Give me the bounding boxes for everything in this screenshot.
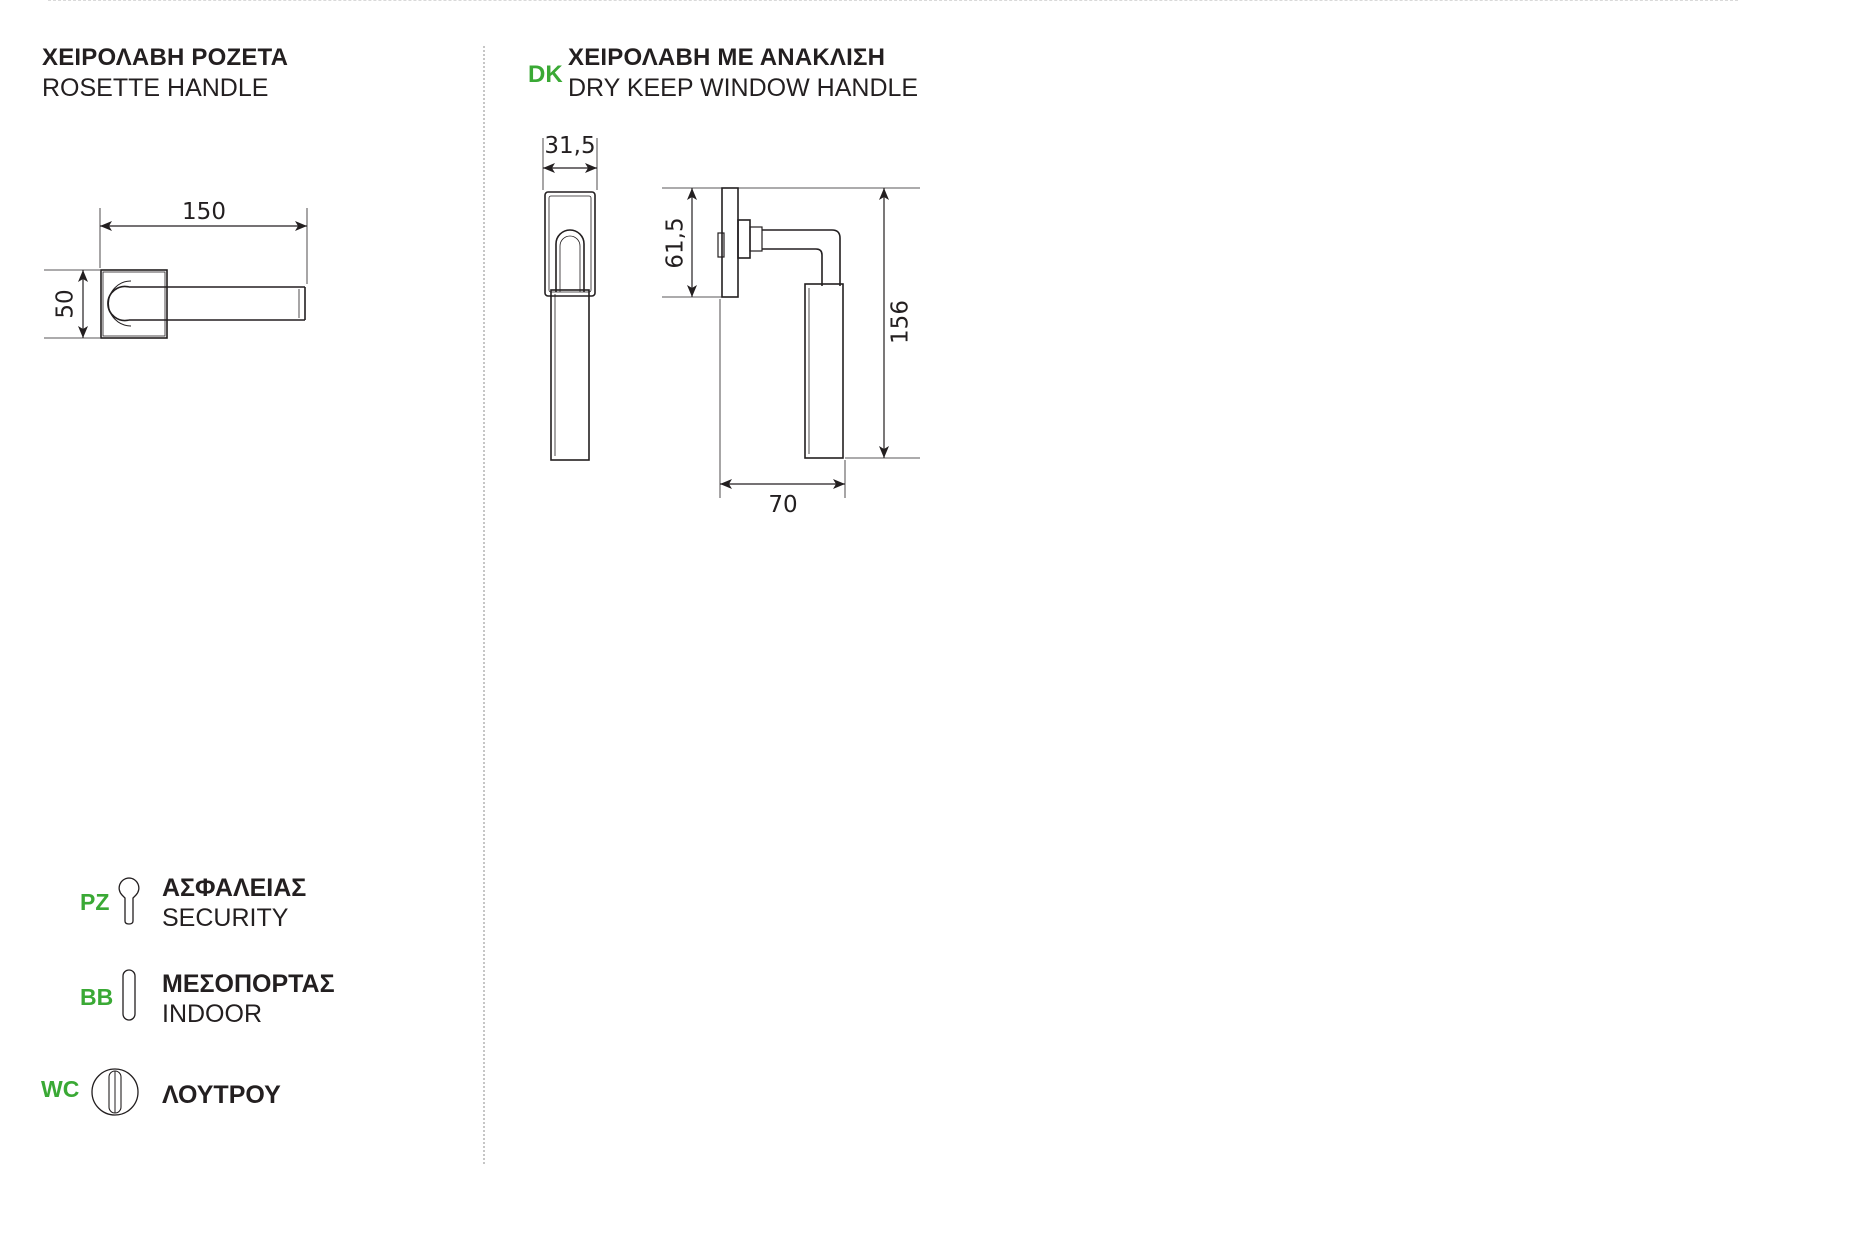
rosette-plate [101,270,167,338]
dim-61-5-label: 61,5 [662,217,689,269]
rosette-plate-inner [103,272,165,336]
dry-keep-code: DK [528,61,563,88]
rosette-title-english: ROSETTE HANDLE [42,74,269,102]
side-neck-collar [738,220,750,258]
rosette-title-greek: ΧΕΙΡΟΛΑΒΗ ΡΟΖΕΤΑ [42,44,289,71]
side-grip [805,284,843,458]
dim-70-label: 70 [768,492,798,518]
legend-wc-title-greek: ΛΟΥΤΡΟΥ [162,1081,281,1109]
bathroom-lock-icon [89,1066,141,1118]
legend-bb-title-english: INDOOR [162,1000,262,1028]
legend-bb-code: BB [80,984,114,1010]
legend-pz-code: PZ [80,889,110,915]
front-grip [551,290,589,460]
dim-31-5-label: 31,5 [544,133,596,159]
front-rose [545,192,595,296]
dry-keep-front-view [543,138,597,460]
legend-pz-title-english: SECURITY [162,904,289,932]
dry-keep-title-english: DRY KEEP WINDOW HANDLE [568,74,919,102]
legend-wc-code: WC [41,1076,80,1102]
side-arm-inner [762,249,822,286]
dim-156-label: 156 [887,300,914,344]
side-arm-outer [762,230,840,286]
dim-50-label: 50 [52,289,79,319]
legend-bb-title-greek: ΜΕΣΟΠΟΡΤΑΣ [162,970,335,998]
rosette-handle-drawing [44,208,307,338]
key-slot-icon [118,967,140,1023]
dry-keep-title-greek: ΧΕΙΡΟΛΑΒΗ ΜΕ ΑΝΑΚΛΙΣΗ [568,44,886,71]
profile-cylinder-icon [114,875,144,927]
legend-pz-title-greek: ΑΣΦΑΛΕΙΑΣ [162,874,307,902]
dry-keep-side-view [662,188,920,498]
rosette-neck-ring [108,287,129,321]
dim-150-label: 150 [182,199,226,225]
